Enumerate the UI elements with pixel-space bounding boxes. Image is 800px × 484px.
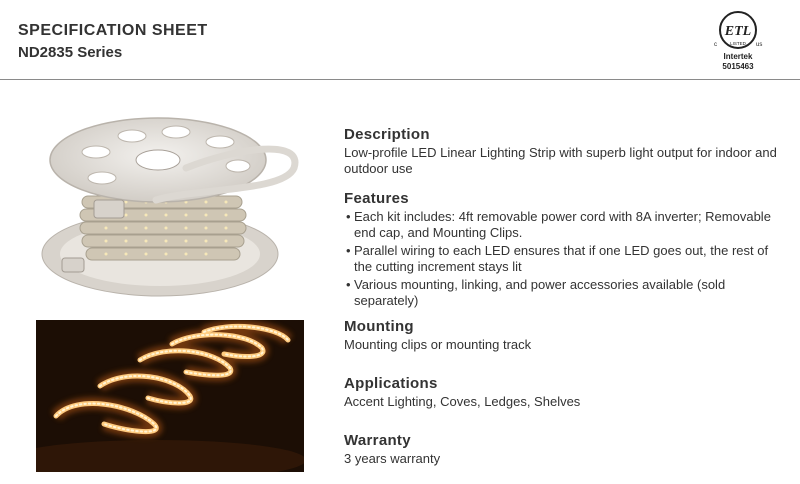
spec-header-title: SPECIFICATION SHEET [18,22,208,39]
mounting-section [344,318,784,353]
warranty-heading: Warranty [344,432,411,449]
etl-mark-text: ETL [724,24,752,39]
etl-us-label: us [756,42,763,48]
warranty-text: 3 years warranty [344,451,441,466]
description-heading: Description [344,126,430,143]
etl-c-label: c [714,42,717,48]
feature-item: • Various mounting, linking, and power accessories available (sold separately) [344,277,784,308]
feature-item: • Each kit includes: 4ft removable power cord with 8A inverter; Removable end cap, and Mounting Clips. [344,209,784,240]
lit-led-strip-image [36,320,304,472]
applications-section [344,375,784,410]
features-list [344,209,784,308]
cert-agency: Intertek [723,52,753,61]
description-text: Low-profile LED Linear Lighting Strip with superb light output for indoor and outdoor use [344,145,777,176]
description-section [344,126,784,177]
mounting-text: Mounting clips or mounting track [344,337,532,352]
etl-listed-label: LISTED [730,41,746,46]
cert-info [700,52,776,72]
applications-text: Accent Lighting, Coves, Ledges, Shelves [344,394,581,409]
applications-heading: Applications [344,375,438,392]
feature-item: • Parallel wiring to each LED ensures that if one LED goes out, the rest of the cutting increment stays lit [344,243,784,274]
spec-header-subtitle: ND2835 Series [18,44,123,61]
mounting-heading: Mounting [344,318,414,335]
cert-number: 5015463 [722,62,754,71]
header-divider [0,79,800,80]
led-strip-reel-image [36,108,308,304]
spec-content [344,126,784,467]
features-section [344,190,784,308]
features-heading: Features [344,190,409,207]
warranty-section [344,432,784,467]
